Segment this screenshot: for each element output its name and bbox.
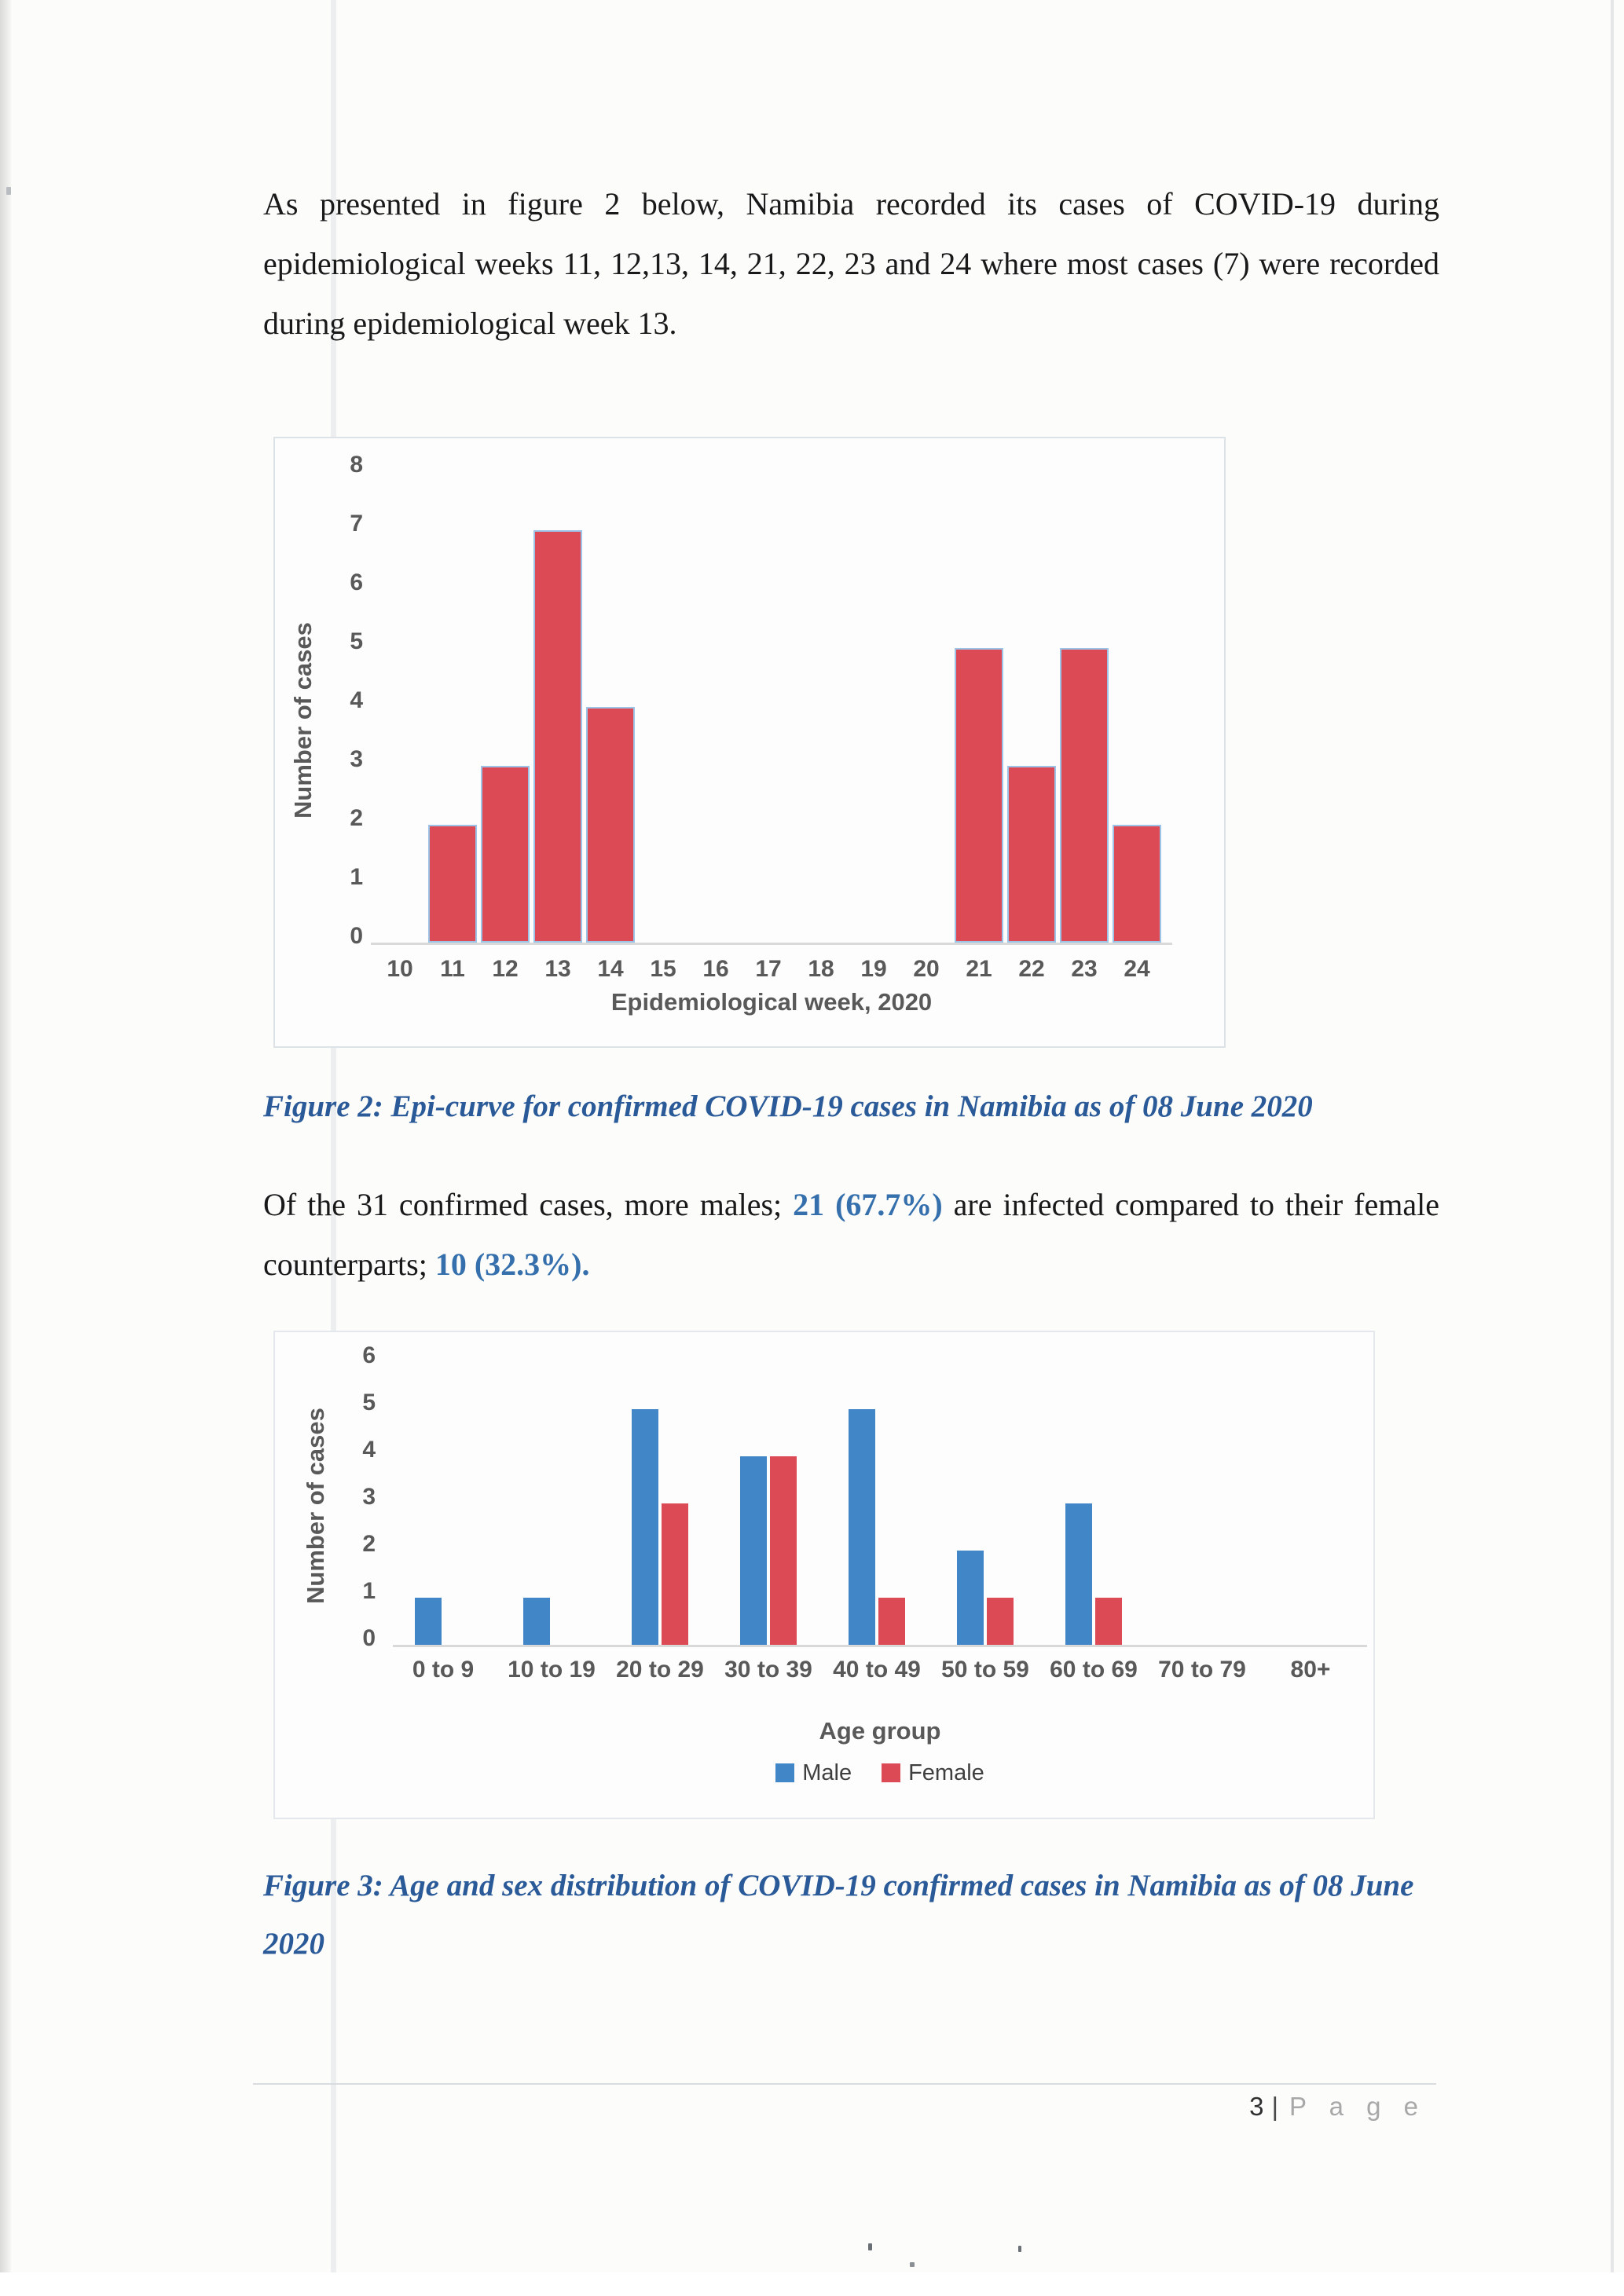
- y-tick-label: 1: [350, 864, 363, 890]
- x-axis-title: Age group: [819, 1717, 941, 1745]
- scan-artifact-left-edge: [0, 0, 11, 2296]
- y-tick-label: 4: [362, 1437, 376, 1463]
- bar-male-10-to-19: [523, 1598, 550, 1645]
- female-stat-highlight: 10 (32.3%).: [434, 1247, 590, 1282]
- x-tick-label: 70 to 79: [1158, 1657, 1246, 1683]
- paragraph-sex-prefix: Of the 31 confirmed cases, more males;: [263, 1187, 794, 1222]
- y-tick-label: 1: [362, 1578, 376, 1604]
- y-tick-label: 5: [362, 1390, 376, 1415]
- y-tick-label: 0: [350, 923, 363, 949]
- y-tick-label: 6: [350, 569, 363, 595]
- x-axis-line: [371, 943, 1172, 945]
- bar-week-13: [533, 530, 582, 943]
- paragraph-sex-distribution: [263, 1175, 1439, 1294]
- x-tick-label: 13: [544, 956, 571, 982]
- bar-week-23: [1060, 648, 1109, 943]
- x-tick-label: 23: [1071, 956, 1098, 982]
- footer-page-word: P a g e: [1289, 2092, 1426, 2121]
- y-axis-title: Number of cases: [289, 622, 317, 818]
- x-tick-label: 16: [702, 956, 729, 982]
- figure3-age-sex-chart: [273, 1331, 1375, 1819]
- x-tick-label: 14: [597, 956, 624, 982]
- x-tick-label: 21: [966, 956, 992, 982]
- footer-divider: [253, 2083, 1436, 2085]
- legend-item-male: [775, 1761, 852, 1785]
- bar-week-21: [955, 648, 1003, 943]
- y-tick-label: 5: [350, 628, 363, 654]
- bar-week-11: [428, 825, 477, 943]
- paragraph-intro: As presented in figure 2 below, Namibia recorded its cases of COVID-19 during epidemiological weeks 11, 12,13, 14, 21, 22, 23 and 24 where most cases (7) were recorded during epidemiological week 13.: [263, 186, 1439, 341]
- bar-male-50-to-59: [957, 1551, 984, 1645]
- x-tick-label: 10 to 19: [508, 1657, 596, 1683]
- x-tick-label: 24: [1124, 956, 1150, 982]
- y-tick-label: 3: [362, 1484, 376, 1510]
- x-tick-label: 18: [808, 956, 834, 982]
- y-axis-title: Number of cases: [302, 1408, 329, 1604]
- bar-male-40-to-49: [849, 1409, 875, 1645]
- bar-week-14: [586, 707, 635, 943]
- page-footer: [1100, 2091, 1426, 2122]
- scan-artifact-speck: [910, 2262, 915, 2267]
- scan-artifact-speck: [6, 187, 11, 195]
- paragraph-sex-middle: are infected compared to their female counterparts;: [263, 1187, 1439, 1282]
- bar-male-0-to-9: [415, 1598, 442, 1645]
- y-tick-label: 0: [362, 1625, 376, 1651]
- male-stat-highlight: 21 (67.7%): [793, 1187, 943, 1222]
- legend-item-female: [882, 1761, 984, 1785]
- y-tick-label: 6: [362, 1342, 376, 1368]
- y-tick-label: 2: [350, 805, 363, 831]
- bar-female-60-to-69: [1095, 1598, 1122, 1645]
- bar-female-50-to-59: [987, 1598, 1014, 1645]
- scan-artifact-right-edge: [1611, 0, 1614, 2296]
- x-tick-label: 50 to 59: [941, 1657, 1029, 1683]
- bar-male-20-to-29: [632, 1409, 658, 1645]
- y-tick-label: 8: [350, 452, 363, 478]
- figure2-caption: Figure 2: Epi-curve for confirmed COVID-19 cases in Namibia as of 08 June 2020: [263, 1089, 1313, 1123]
- bar-male-30-to-39: [740, 1456, 767, 1645]
- x-tick-label: 19: [860, 956, 887, 982]
- legend-swatch-male: [775, 1763, 794, 1782]
- figure2-epi-curve-chart: [273, 437, 1226, 1048]
- legend-label-female: Female: [908, 1760, 984, 1785]
- y-tick-label: 7: [350, 511, 363, 536]
- x-tick-label: 80+: [1290, 1657, 1331, 1683]
- x-tick-label: 40 to 49: [833, 1657, 921, 1683]
- x-axis-line: [393, 1645, 1367, 1647]
- x-tick-label: 22: [1018, 956, 1045, 982]
- bar-female-30-to-39: [770, 1456, 797, 1645]
- y-tick-label: 3: [350, 746, 363, 772]
- legend-swatch-female: [882, 1763, 900, 1782]
- bar-week-24: [1113, 825, 1161, 943]
- x-tick-label: 20 to 29: [616, 1657, 704, 1683]
- footer-separator: |: [1271, 2092, 1279, 2121]
- bar-week-12: [481, 766, 530, 943]
- bar-female-40-to-49: [878, 1598, 905, 1645]
- x-tick-label: 15: [650, 956, 676, 982]
- scan-artifact-speck: [868, 2243, 872, 2250]
- x-tick-label: 20: [913, 956, 940, 982]
- chart-legend: [393, 1761, 1367, 1785]
- x-tick-label: 17: [755, 956, 782, 982]
- y-tick-label: 4: [350, 687, 363, 713]
- x-axis-title: Epidemiological week, 2020: [610, 988, 933, 1016]
- x-tick-label: 10: [387, 956, 413, 982]
- x-tick-label: 0 to 9: [412, 1657, 475, 1683]
- x-tick-label: 12: [492, 956, 519, 982]
- bar-male-60-to-69: [1065, 1503, 1092, 1645]
- y-tick-label: 2: [362, 1531, 376, 1557]
- page-number: 3: [1249, 2092, 1264, 2121]
- bar-week-22: [1007, 766, 1056, 943]
- scan-artifact-bottom-strip: [0, 2272, 1624, 2296]
- x-tick-label: 60 to 69: [1050, 1657, 1138, 1683]
- bar-female-20-to-29: [662, 1503, 688, 1645]
- x-tick-label: 30 to 39: [724, 1657, 812, 1683]
- legend-label-male: Male: [802, 1760, 852, 1785]
- scan-artifact-speck: [1018, 2246, 1021, 2252]
- figure3-caption: Figure 3: Age and sex distribution of COVID-19 confirmed cases in Namibia as of 08 June 2020: [263, 1869, 1414, 1961]
- x-tick-label: 11: [440, 956, 465, 982]
